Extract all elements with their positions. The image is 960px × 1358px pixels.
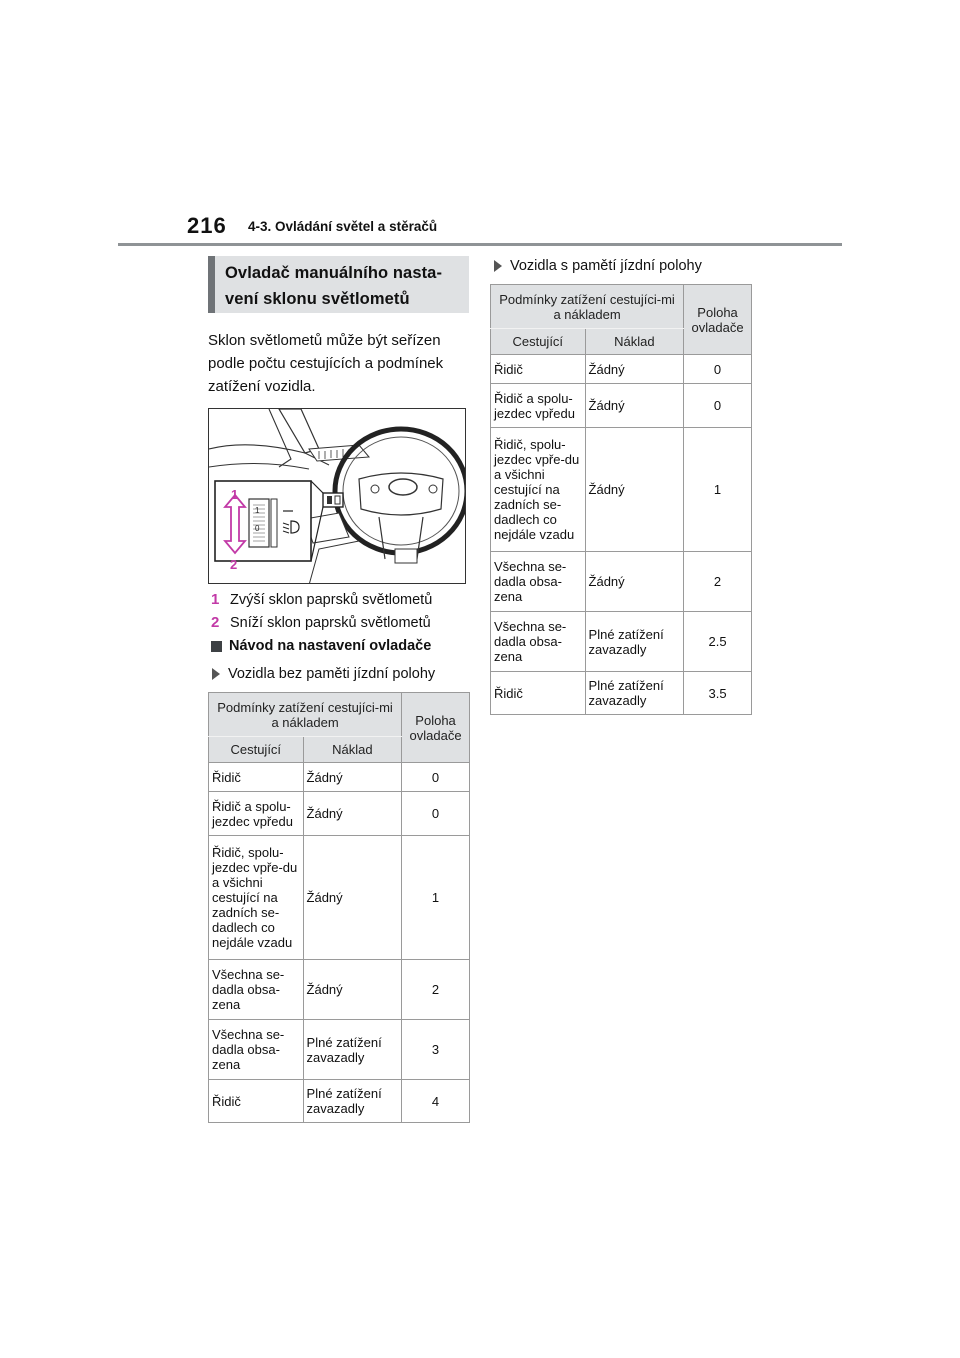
table-row xyxy=(491,612,752,672)
table-row xyxy=(491,384,752,428)
dial-label-top: 1 xyxy=(255,506,260,515)
table-row xyxy=(491,428,752,552)
cell-load: Žádný xyxy=(303,792,402,836)
cell-passengers: Všechna se-dadla obsa-zena xyxy=(209,1020,304,1080)
cell-load: Žádný xyxy=(585,552,684,612)
cell-position: 3 xyxy=(402,1020,470,1080)
table-caption-text: Vozidla s pamětí jízdní polohy xyxy=(510,258,702,274)
cell-position: 3.5 xyxy=(684,672,752,715)
intro-paragraph xyxy=(208,329,470,398)
subheading xyxy=(208,638,470,654)
table-row xyxy=(209,1020,470,1080)
cell-load: Plné zatížení zavazadly xyxy=(303,1080,402,1123)
cell-passengers: Všechna se-dadla obsa-zena xyxy=(209,960,304,1020)
section-title: 4-3. Ovládání světel a stěračů xyxy=(248,219,438,234)
intro-line-1: Sklon světlometů může být seřízen xyxy=(208,332,441,349)
table-row xyxy=(209,1080,470,1123)
dashboard-drawing xyxy=(209,409,466,584)
intro-line-3: zatížení vozidla. xyxy=(208,378,316,395)
cell-passengers: Všechna se-dadla obsa-zena xyxy=(491,612,586,672)
left-column xyxy=(208,256,470,1123)
dashboard-illustration xyxy=(208,408,466,584)
table-row xyxy=(209,792,470,836)
cell-position: 0 xyxy=(684,384,752,428)
table-header-passengers: Cestující xyxy=(209,737,304,763)
callout-item xyxy=(208,589,470,611)
triangle-bullet-icon xyxy=(212,668,220,680)
cell-passengers: Řidič xyxy=(491,355,586,384)
table-header-position: Poloha ovladače xyxy=(684,285,752,355)
dial-label-zero: 0 xyxy=(255,524,260,533)
table-row xyxy=(491,552,752,612)
section-heading xyxy=(208,256,469,313)
cell-passengers: Řidič xyxy=(491,672,586,715)
callout-item xyxy=(208,612,470,634)
cell-load: Plné zatížení zavazadly xyxy=(585,672,684,715)
cell-passengers: Řidič xyxy=(209,1080,304,1123)
cell-position: 0 xyxy=(402,763,470,792)
table-row xyxy=(491,672,752,715)
callout-text: Zvýší sklon paprsků světlometů xyxy=(230,592,433,608)
callout-number: 2 xyxy=(211,614,220,631)
table-header-passengers: Cestující xyxy=(491,329,586,355)
cell-load: Žádný xyxy=(585,355,684,384)
cell-load: Plné zatížení zavazadly xyxy=(585,612,684,672)
table-header-load: Náklad xyxy=(585,329,684,355)
table-header-conditions: Podmínky zatížení cestujíci-mi a nákladem xyxy=(209,693,402,737)
cell-load: Žádný xyxy=(303,763,402,792)
heading-line-1: Ovladač manuálního nasta- xyxy=(225,264,443,282)
subheading-text: Návod na nastavení ovladače xyxy=(229,638,432,654)
load-table-without-memory xyxy=(208,692,470,1123)
cell-passengers: Řidič, spolu-jezdec vpře-du a všichni cestující na zadních se-dadlech co nejdále vzadu xyxy=(209,836,304,960)
cell-load: Žádný xyxy=(585,384,684,428)
table-row xyxy=(491,355,752,384)
heading-line-2: vení sklonu světlometů xyxy=(225,290,410,308)
cell-position: 4 xyxy=(402,1080,470,1123)
callout-list xyxy=(208,589,470,634)
table-header-position: Poloha ovladače xyxy=(402,693,470,763)
table-caption-text: Vozidla bez paměti jízdní polohy xyxy=(228,666,436,682)
cell-position: 1 xyxy=(402,836,470,960)
cell-passengers: Všechna se-dadla obsa-zena xyxy=(491,552,586,612)
right-column xyxy=(490,256,752,715)
cell-load: Žádný xyxy=(303,836,402,960)
table-caption xyxy=(490,256,752,276)
load-table-with-memory xyxy=(490,284,752,715)
figure-label-down: 2 xyxy=(230,557,238,572)
intro-line-2: podle počtu cestujících a podmínek xyxy=(208,355,444,372)
cell-position: 2 xyxy=(402,960,470,1020)
table-header-conditions: Podmínky zatížení cestujíci-mi a nákladem xyxy=(491,285,684,329)
cell-load: Plné zatížení zavazadly xyxy=(303,1020,402,1080)
cell-passengers: Řidič, spolu-jezdec vpře-du a všichni cestující na zadních se-dadlech co nejdále vzadu xyxy=(491,428,586,552)
callout-number: 1 xyxy=(211,591,220,608)
callout-text: Sníží sklon paprsků světlometů xyxy=(230,615,431,631)
cell-passengers: Řidič xyxy=(209,763,304,792)
table-caption xyxy=(208,666,470,682)
cell-position: 1 xyxy=(684,428,752,552)
cell-passengers: Řidič a spolu-jezdec vpředu xyxy=(209,792,304,836)
table-header-load: Náklad xyxy=(303,737,402,763)
cell-passengers: Řidič a spolu-jezdec vpředu xyxy=(491,384,586,428)
cell-position: 2.5 xyxy=(684,612,752,672)
cell-load: Žádný xyxy=(303,960,402,1020)
cell-load: Žádný xyxy=(585,428,684,552)
triangle-bullet-icon xyxy=(494,260,502,272)
cell-position: 2 xyxy=(684,552,752,612)
table-row xyxy=(209,763,470,792)
cell-position: 0 xyxy=(402,792,470,836)
cell-position: 0 xyxy=(684,355,752,384)
square-bullet-icon xyxy=(211,641,222,652)
header-rule xyxy=(118,243,842,246)
table-row xyxy=(209,836,470,960)
table-row xyxy=(209,960,470,1020)
page-number: 216 xyxy=(187,213,227,238)
figure-label-up: 1 xyxy=(231,487,239,502)
